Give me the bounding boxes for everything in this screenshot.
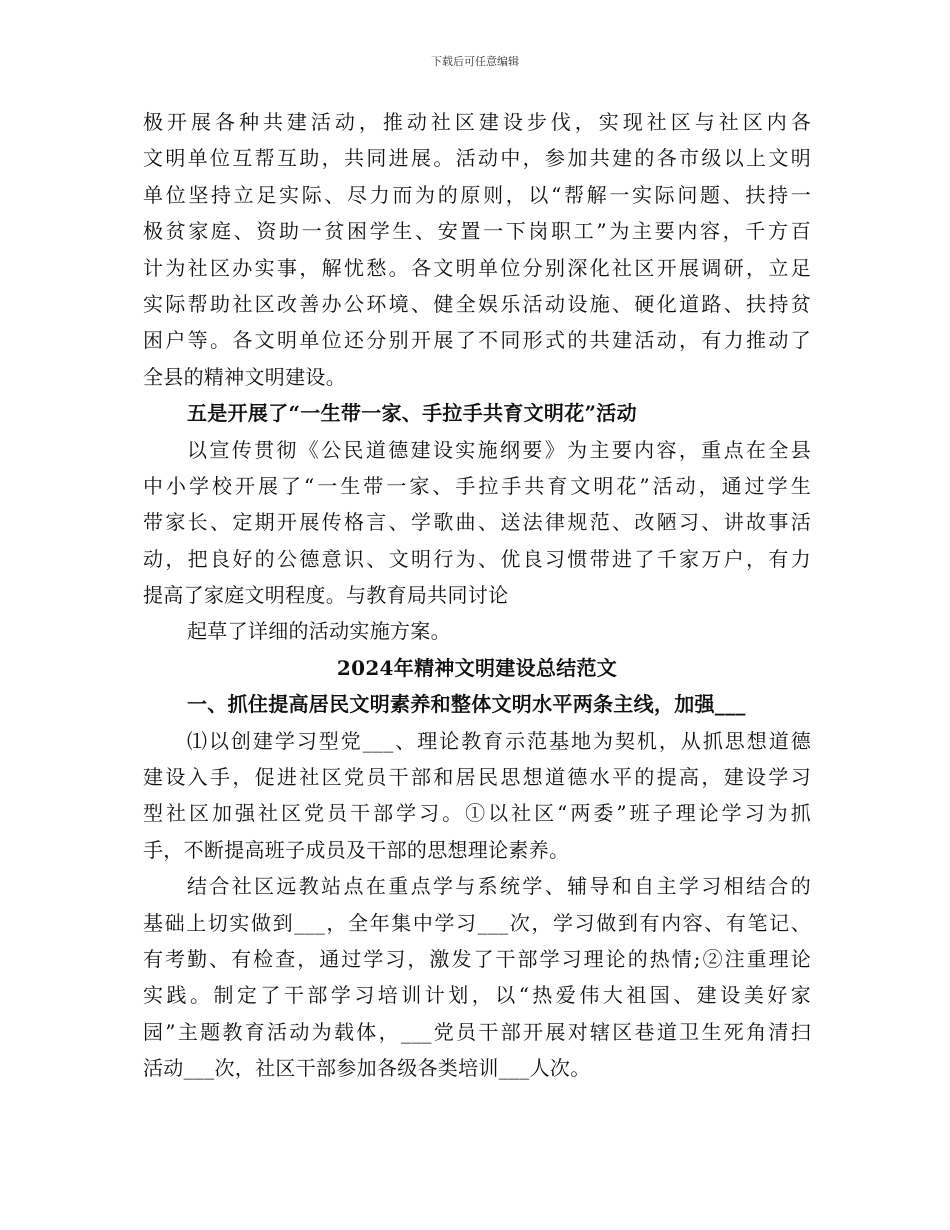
text-line: 计为社区办实事，解忧愁。各文明单位分别深化社区开展调研，立足 <box>143 255 811 280</box>
text-line: 以宣传贯彻《公民道德建设实施纲要》为主要内容，重点在全县 <box>187 437 811 462</box>
section-heading: 五是开展了“一生带一家、手拉手共育文明花”活动 <box>187 401 637 426</box>
text-line: 全县的精神文明建设。 <box>143 364 346 389</box>
document-title: 2024年精神文明建设总结范文 <box>336 655 618 680</box>
text-line: 单位坚持立足实际、尽力而为的原则，以“帮解一实际问题、扶持一 <box>143 182 811 207</box>
text-line: 有考勤、有检查，通过学习，激发了干部学习理论的热情;②注重理论 <box>143 946 811 971</box>
text-line: 提高了家庭文明程度。与教育局共同讨论 <box>143 583 509 608</box>
text-line: 困户等。各文明单位还分别开展了不同形式的共建活动，有力推动了 <box>143 328 811 353</box>
section-heading: 一、抓住提高居民文明素养和整体文明水平两条主线，加强___ <box>187 692 746 717</box>
text-line: 动，把良好的公德意识、文明行为、优良习惯带进了千家万户，有力 <box>143 546 811 571</box>
page-header: 下载后可任意编辑 <box>431 55 519 68</box>
text-line: 实践。制定了干部学习培训计划，以“热爱伟大祖国、建设美好家 <box>143 983 811 1008</box>
text-line: 极贫家庭、资助一贫困学生、安置一下岗职工”为主要内容，千方百 <box>143 219 811 244</box>
document-body <box>143 104 811 1087</box>
text-line: 基础上切实做到___，全年集中学习___次，学习做到有内容、有笔记、 <box>143 910 811 935</box>
text-line: 文明单位互帮互助，共同进展。活动中，参加共建的各市级以上文明 <box>143 146 811 171</box>
text-line: ⑴以创建学习型党___、理论教育示范基地为契机，从抓思想道德 <box>187 728 811 753</box>
text-line: 手，不断提高班子成员及干部的思想理论素养。 <box>143 837 570 862</box>
text-line: 实际帮助社区改善办公环境、健全娱乐活动设施、硬化道路、扶持贫 <box>143 291 811 316</box>
text-line: 结合社区远教站点在重点学与系统学、辅导和自主学习相结合的 <box>187 874 811 899</box>
text-line: 带家长、定期开展传格言、学歌曲、送法律规范、改陋习、讲故事活 <box>143 510 811 535</box>
text-line: 极开展各种共建活动，推动社区建设步伐，实现社区与社区内各 <box>143 110 811 134</box>
text-line: 园”主题教育活动为载体，___党员干部开展对辖区巷道卫生死角清扫 <box>143 1019 811 1044</box>
text-line: 型社区加强社区党员干部学习。①以社区“两委”班子理论学习为抓 <box>143 801 811 826</box>
text-line: 建设入手，促进社区党员干部和居民思想道德水平的提高，建设学习 <box>143 765 811 790</box>
text-line: 中小学校开展了“一生带一家、手拉手共育文明花”活动，通过学生 <box>143 473 811 498</box>
text-line: 起草了详细的活动实施方案。 <box>187 619 451 644</box>
text-line: 活动___次，社区干部参加各级各类培训___人次。 <box>143 1056 591 1081</box>
